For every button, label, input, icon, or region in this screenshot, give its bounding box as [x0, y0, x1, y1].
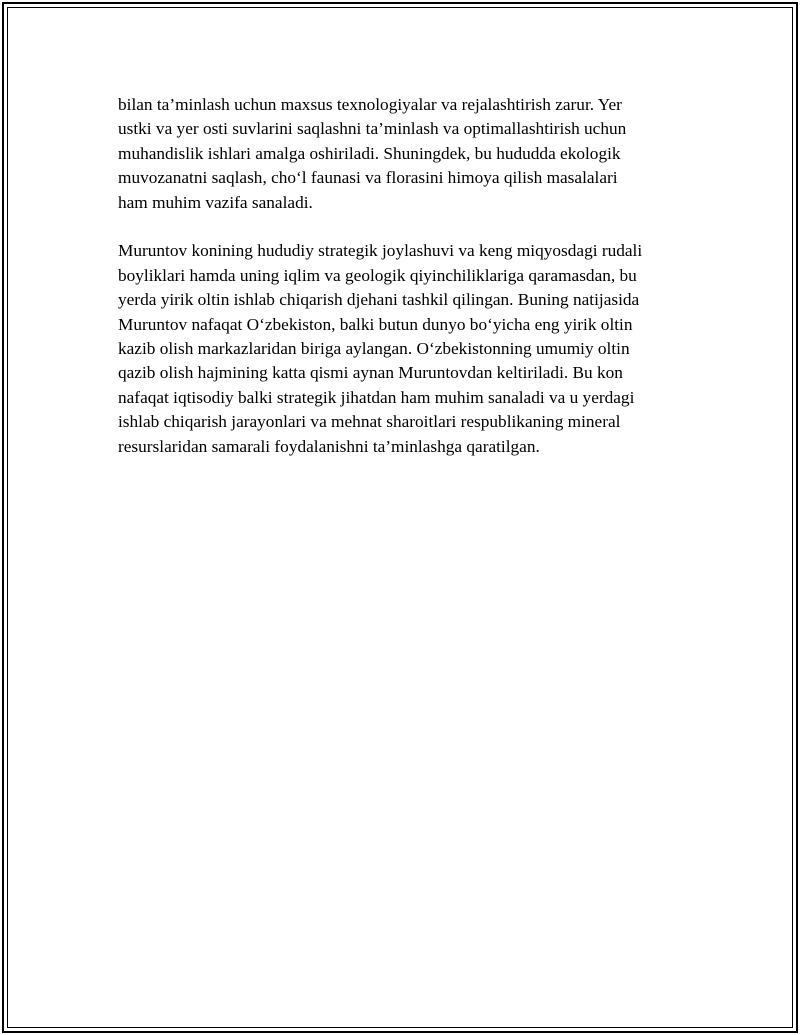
- paragraph-water-engineering: bilan ta’minlash uchun maxsus texnologiyalar va rejalashtirish zarur. Yer ustki va yer osti suvlarini saqlashni ta’minlash va optimallashtirish uchun muhandislik ishlari amalga oshiriladi. Shuningdek, bu hududda ekologik muvozanatni saqlash, cho‘l faunasi va florasini himoya qilish masalalari ham muhim vazifa sanaladi.: [118, 95, 627, 212]
- document-body: [118, 93, 698, 483]
- paragraph-muruntov-gold: Muruntov konining hududiy strategik joylashuvi va keng miqyosdagi rudali boyliklari hamda uning iqlim va geologik qiyinchiliklariga qaramasdan, bu yerda yirik oltin ishlab chiqarish djehani tashkil qilingan. Buning natijasida Muruntov nafaqat O‘zbekiston, balki butun dunyo bo‘yicha eng yirik oltin kazib olish markazlaridan biriga aylangan. O‘zbekistonning umumiy oltin qazib olish hajmining katta qismi aynan Muruntovdan keltiriladi. Bu kon nafaqat iqtisodiy balki strategik jihatdan ham muhim sanaladi va u yerdagi ishlab chiqarish jarayonlari va mehnat sharoitlari respublikaning mineral resurslaridan samarali foydalanishni ta’minlashga qaratilgan.: [118, 241, 643, 456]
